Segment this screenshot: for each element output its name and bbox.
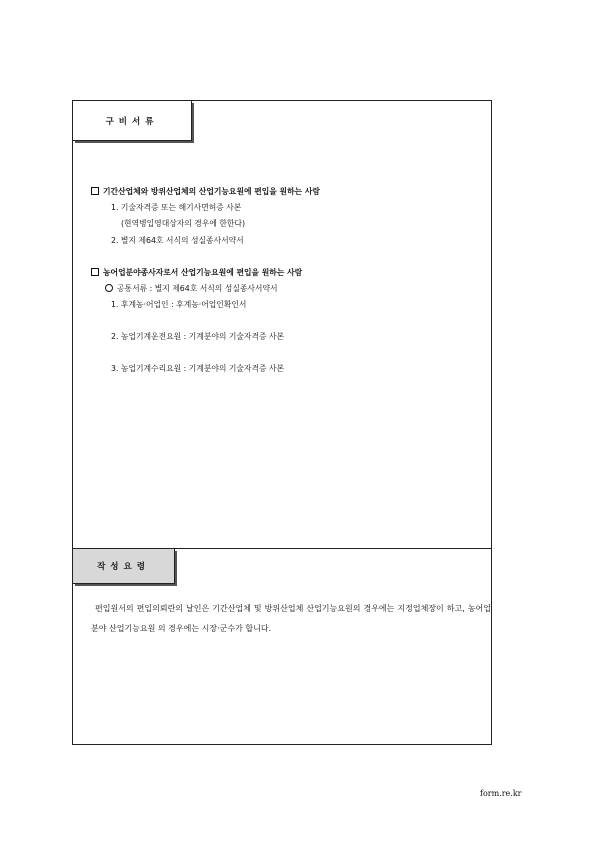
group1-heading-row [91,186,320,197]
instructions-paragraph: 편입원서의 편입의뢰란의 날인은 기간산업체 및 방위산업체 산업기능요원의 경우에는 지정업체장이 하고, 농어업분야 산업기능요원 의 경우에는 시장·군수가 합니다. [91,604,491,633]
circle-bullet-icon [105,284,113,292]
section-tab-instructions-label: 작성요령 [97,562,150,572]
checkbox-square-icon [91,268,99,276]
group2-heading: 농어업분야종사자로서 산업기능요원에 편입을 원하는 사람 [103,268,303,277]
checkbox-square-icon [91,187,99,195]
group2-item-2: 2. 농업기계운전요원 : 기계분야의 기술자격증 사본 [111,332,285,341]
group2-item-1: 1. 후계농·어업인 : 후계농·어업인확인서 [111,300,247,309]
form-frame [72,100,492,745]
group1-item-2: 2. 별지 제64호 서식의 성실종사서약서 [111,236,244,245]
group2-heading-row [91,267,302,278]
footer-source: form.re.kr [480,789,522,798]
group2-common: 공통서류 : 별지 제64호 서식의 성실종사서약서 [117,284,278,293]
section-tab-instructions [73,549,175,584]
group1-item-note: (현역병입영대상자의 경우에 한한다) [121,219,246,228]
section-tab-documents-label: 구비서류 [105,116,159,127]
section-tab-documents [73,101,192,141]
group1-heading: 기간산업체와 방위산업체의 산업기능요원에 편입을 원하는 사람 [103,187,320,196]
group2-item-3: 3. 농업기계수리요원 : 기계분야의 기술자격증 사본 [111,364,285,373]
group2-common-row [105,283,278,294]
group1-item-1: 1. 기술자격증 또는 해기사면허증 사본 [111,203,242,212]
